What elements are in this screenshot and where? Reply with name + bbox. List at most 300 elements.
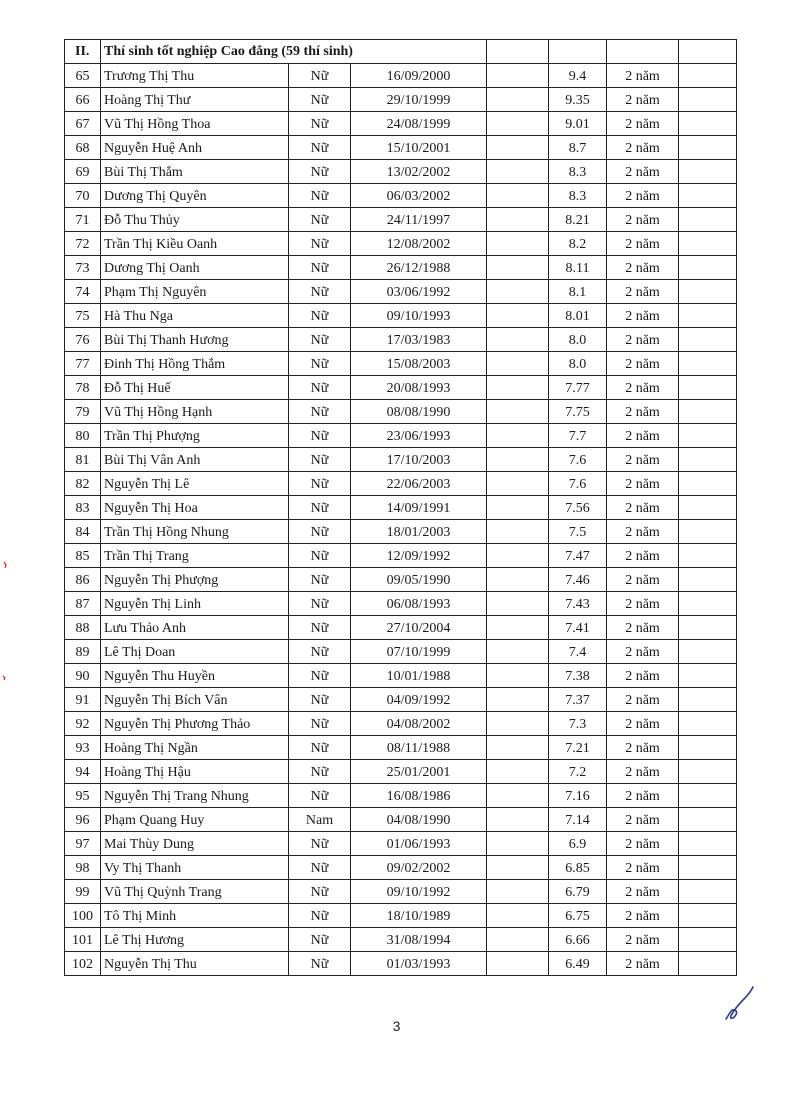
empty-cell [487,760,549,784]
candidate-name: Bùi Thị Vân Anh [101,448,289,472]
candidate-dob: 15/10/2001 [351,136,487,160]
empty-cell [487,328,549,352]
candidate-score: 7.4 [549,640,607,664]
empty-cell [487,448,549,472]
section-number: II. [65,40,101,64]
table-row [65,352,737,376]
candidate-dob: 07/10/1999 [351,640,487,664]
row-number: 90 [65,664,101,688]
candidate-name: Tô Thị Minh [101,904,289,928]
candidate-gender: Nữ [289,472,351,496]
table-row [65,832,737,856]
candidate-name: Trần Thị Trang [101,544,289,568]
training-duration: 2 năm [607,448,679,472]
candidate-gender: Nữ [289,136,351,160]
candidate-gender: Nữ [289,496,351,520]
table-row [65,400,737,424]
candidate-gender: Nữ [289,640,351,664]
empty-cell [679,328,737,352]
training-duration: 2 năm [607,952,679,976]
candidate-table [64,39,737,976]
candidate-dob: 08/11/1988 [351,736,487,760]
candidate-gender: Nữ [289,328,351,352]
empty-cell [679,472,737,496]
training-duration: 2 năm [607,808,679,832]
candidate-score: 7.7 [549,424,607,448]
empty-cell [679,256,737,280]
row-number: 100 [65,904,101,928]
candidate-gender: Nữ [289,376,351,400]
table-row [65,232,737,256]
candidate-dob: 14/09/1991 [351,496,487,520]
empty-cell [487,616,549,640]
training-duration: 2 năm [607,664,679,688]
candidate-score: 8.3 [549,184,607,208]
table-row [65,544,737,568]
candidate-name: Hoàng Thị Ngần [101,736,289,760]
training-duration: 2 năm [607,904,679,928]
table-row [65,928,737,952]
candidate-name: Nguyễn Thị Hoa [101,496,289,520]
candidate-name: Trương Thị Thu [101,64,289,88]
training-duration: 2 năm [607,496,679,520]
candidate-dob: 22/06/2003 [351,472,487,496]
candidate-dob: 23/06/1993 [351,424,487,448]
candidate-name: Hà Thu Nga [101,304,289,328]
table-row [65,304,737,328]
candidate-gender: Nữ [289,784,351,808]
empty-cell [487,688,549,712]
candidate-gender: Nữ [289,520,351,544]
candidate-name: Đinh Thị Hồng Thắm [101,352,289,376]
training-duration: 2 năm [607,880,679,904]
row-number: 75 [65,304,101,328]
candidate-gender: Nữ [289,256,351,280]
table-row [65,328,737,352]
training-duration: 2 năm [607,520,679,544]
candidate-gender: Nữ [289,856,351,880]
training-duration: 2 năm [607,760,679,784]
table-row [65,712,737,736]
training-duration: 2 năm [607,856,679,880]
row-number: 65 [65,64,101,88]
candidate-dob: 16/08/1986 [351,784,487,808]
training-duration: 2 năm [607,592,679,616]
empty-cell [487,256,549,280]
row-number: 89 [65,640,101,664]
training-duration: 2 năm [607,376,679,400]
candidate-dob: 13/02/2002 [351,160,487,184]
empty-cell [487,40,549,64]
training-duration: 2 năm [607,784,679,808]
table-row [65,112,737,136]
empty-cell [487,856,549,880]
candidate-dob: 04/08/1990 [351,808,487,832]
candidate-dob: 18/01/2003 [351,520,487,544]
candidate-gender: Nữ [289,760,351,784]
row-number: 79 [65,400,101,424]
training-duration: 2 năm [607,352,679,376]
empty-cell [487,424,549,448]
empty-cell [679,760,737,784]
empty-cell [679,856,737,880]
candidate-gender: Nữ [289,400,351,424]
candidate-score: 6.66 [549,928,607,952]
candidate-name: Đỗ Thu Thủy [101,208,289,232]
candidate-dob: 09/10/1993 [351,304,487,328]
candidate-score: 7.5 [549,520,607,544]
candidate-score: 7.6 [549,448,607,472]
training-duration: 2 năm [607,112,679,136]
empty-cell [487,880,549,904]
table-row [65,808,737,832]
candidate-score: 7.6 [549,472,607,496]
candidate-score: 8.2 [549,232,607,256]
row-number: 94 [65,760,101,784]
candidate-dob: 27/10/2004 [351,616,487,640]
table-row [65,904,737,928]
candidate-dob: 09/02/2002 [351,856,487,880]
row-number: 93 [65,736,101,760]
empty-cell [679,808,737,832]
candidate-score: 9.4 [549,64,607,88]
training-duration: 2 năm [607,88,679,112]
section-title: Thí sinh tốt nghiệp Cao đẳng (59 thí sinh) [101,40,487,64]
empty-cell [487,280,549,304]
empty-cell [679,304,737,328]
candidate-score: 8.0 [549,352,607,376]
empty-cell [487,664,549,688]
candidate-dob: 25/01/2001 [351,760,487,784]
row-number: 95 [65,784,101,808]
empty-cell [487,520,549,544]
training-duration: 2 năm [607,136,679,160]
candidate-dob: 18/10/1989 [351,904,487,928]
empty-cell [679,88,737,112]
empty-cell [679,904,737,928]
row-number: 85 [65,544,101,568]
training-duration: 2 năm [607,832,679,856]
candidate-gender: Nữ [289,688,351,712]
candidate-name: Bùi Thị Thắm [101,160,289,184]
candidate-score: 7.16 [549,784,607,808]
empty-cell [679,832,737,856]
candidate-gender: Nữ [289,952,351,976]
candidate-score: 7.75 [549,400,607,424]
training-duration: 2 năm [607,472,679,496]
candidate-gender: Nữ [289,352,351,376]
candidate-name: Lê Thị Doan [101,640,289,664]
candidate-gender: Nữ [289,208,351,232]
candidate-name: Nguyễn Thị Thu [101,952,289,976]
empty-cell [487,640,549,664]
row-number: 87 [65,592,101,616]
candidate-score: 6.75 [549,904,607,928]
candidate-gender: Nữ [289,544,351,568]
page-number: 3 [392,1018,401,1034]
row-number: 96 [65,808,101,832]
empty-cell [679,280,737,304]
candidate-gender: Nữ [289,448,351,472]
row-number: 97 [65,832,101,856]
table-row [65,880,737,904]
training-duration: 2 năm [607,208,679,232]
row-number: 98 [65,856,101,880]
candidate-score: 6.9 [549,832,607,856]
row-number: 88 [65,616,101,640]
candidate-name: Trần Thị Kiều Oanh [101,232,289,256]
candidate-gender: Nữ [289,736,351,760]
table-row [65,64,737,88]
candidate-gender: Nữ [289,568,351,592]
table-row [65,952,737,976]
empty-cell [679,736,737,760]
empty-cell [679,952,737,976]
candidate-name: Nguyễn Thu Huyền [101,664,289,688]
empty-cell [487,736,549,760]
candidate-score: 6.79 [549,880,607,904]
training-duration: 2 năm [607,256,679,280]
table-row [65,496,737,520]
candidate-name: Trần Thị Hồng Nhung [101,520,289,544]
candidate-gender: Nữ [289,880,351,904]
candidate-gender: Nữ [289,184,351,208]
candidate-score: 8.01 [549,304,607,328]
candidate-score: 9.01 [549,112,607,136]
table-row [65,88,737,112]
empty-cell [487,112,549,136]
training-duration: 2 năm [607,424,679,448]
candidate-score: 9.35 [549,88,607,112]
candidate-name: Vũ Thị Hồng Hạnh [101,400,289,424]
candidate-dob: 04/09/1992 [351,688,487,712]
candidate-score: 7.56 [549,496,607,520]
candidate-dob: 20/08/1993 [351,376,487,400]
candidate-dob: 15/08/2003 [351,352,487,376]
empty-cell [487,64,549,88]
table-row [65,472,737,496]
candidate-name: Vy Thị Thanh [101,856,289,880]
candidate-name: Nguyễn Thị Lê [101,472,289,496]
candidate-dob: 12/09/1992 [351,544,487,568]
candidate-score: 8.1 [549,280,607,304]
candidate-name: Hoàng Thị Hậu [101,760,289,784]
empty-cell [607,40,679,64]
empty-cell [487,928,549,952]
empty-cell [679,928,737,952]
candidate-name: Nguyễn Thị Linh [101,592,289,616]
candidate-score: 7.43 [549,592,607,616]
empty-cell [487,832,549,856]
empty-cell [487,400,549,424]
candidate-gender: Nữ [289,616,351,640]
empty-cell [679,208,737,232]
empty-cell [679,712,737,736]
candidate-gender: Nữ [289,832,351,856]
candidate-gender: Nữ [289,424,351,448]
row-number: 67 [65,112,101,136]
empty-cell [679,448,737,472]
row-number: 68 [65,136,101,160]
candidate-name: Dương Thị Oanh [101,256,289,280]
candidate-dob: 08/08/1990 [351,400,487,424]
candidate-dob: 06/08/1993 [351,592,487,616]
candidate-score: 7.21 [549,736,607,760]
table-row [65,856,737,880]
row-number: 73 [65,256,101,280]
candidate-gender: Nữ [289,232,351,256]
candidate-score: 7.37 [549,688,607,712]
candidate-name: Bùi Thị Thanh Hương [101,328,289,352]
row-number: 74 [65,280,101,304]
table-row [65,688,737,712]
candidate-score: 6.49 [549,952,607,976]
candidate-name: Nguyễn Thị Phượng [101,568,289,592]
candidate-dob: 24/08/1999 [351,112,487,136]
candidate-score: 8.0 [549,328,607,352]
candidate-dob: 03/06/1992 [351,280,487,304]
empty-cell [679,160,737,184]
candidate-gender: Nữ [289,304,351,328]
candidate-score: 7.46 [549,568,607,592]
empty-cell [487,304,549,328]
training-duration: 2 năm [607,736,679,760]
candidate-score: 8.21 [549,208,607,232]
table-row [65,256,737,280]
empty-cell [487,232,549,256]
candidate-gender: Nữ [289,664,351,688]
candidate-score: 7.3 [549,712,607,736]
candidate-name: Nguyễn Thị Trang Nhung [101,784,289,808]
candidate-name: Phạm Thị Nguyên [101,280,289,304]
candidate-name: Nguyễn Thị Bích Vân [101,688,289,712]
empty-cell [679,496,737,520]
row-number: 92 [65,712,101,736]
empty-cell [487,592,549,616]
row-number: 86 [65,568,101,592]
empty-cell [487,208,549,232]
training-duration: 2 năm [607,400,679,424]
row-number: 83 [65,496,101,520]
table-row [65,160,737,184]
training-duration: 2 năm [607,544,679,568]
candidate-score: 8.7 [549,136,607,160]
training-duration: 2 năm [607,712,679,736]
training-duration: 2 năm [607,304,679,328]
candidate-gender: Nữ [289,904,351,928]
empty-cell [487,376,549,400]
row-number: 80 [65,424,101,448]
candidate-name: Lê Thị Hương [101,928,289,952]
row-number: 91 [65,688,101,712]
candidate-dob: 09/10/1992 [351,880,487,904]
table-row [65,784,737,808]
row-number: 76 [65,328,101,352]
row-number: 78 [65,376,101,400]
candidate-gender: Nữ [289,928,351,952]
table-row [65,736,737,760]
candidate-name: Vũ Thị Hồng Thoa [101,112,289,136]
candidate-name: Dương Thị Quyên [101,184,289,208]
empty-cell [679,520,737,544]
candidate-dob: 17/03/1983 [351,328,487,352]
table-row [65,448,737,472]
candidate-dob: 17/10/2003 [351,448,487,472]
empty-cell [679,880,737,904]
table-row [65,640,737,664]
candidate-name: Trần Thị Phượng [101,424,289,448]
candidate-gender: Nữ [289,160,351,184]
empty-cell [487,952,549,976]
row-number: 84 [65,520,101,544]
candidate-name: Phạm Quang Huy [101,808,289,832]
empty-cell [487,784,549,808]
training-duration: 2 năm [607,688,679,712]
candidate-score: 6.85 [549,856,607,880]
empty-cell [487,472,549,496]
empty-cell [487,136,549,160]
margin-mark [3,556,8,564]
section-header-row [65,40,737,64]
candidate-score: 7.2 [549,760,607,784]
candidate-score: 7.38 [549,664,607,688]
candidate-score: 8.11 [549,256,607,280]
training-duration: 2 năm [607,64,679,88]
row-number: 81 [65,448,101,472]
empty-cell [679,688,737,712]
empty-cell [679,376,737,400]
row-number: 82 [65,472,101,496]
table-row [65,424,737,448]
candidate-name: Mai Thùy Dung [101,832,289,856]
candidate-dob: 04/08/2002 [351,712,487,736]
candidate-name: Vũ Thị Quỳnh Trang [101,880,289,904]
candidate-name: Đỗ Thị Huế [101,376,289,400]
signature-icon [722,985,756,1025]
empty-cell [679,136,737,160]
table-row [65,760,737,784]
row-number: 102 [65,952,101,976]
candidate-gender: Nữ [289,64,351,88]
candidate-score: 7.47 [549,544,607,568]
table-row [65,376,737,400]
candidate-gender: Nữ [289,88,351,112]
empty-cell [679,592,737,616]
empty-cell [487,88,549,112]
candidate-dob: 24/11/1997 [351,208,487,232]
row-number: 72 [65,232,101,256]
candidate-score: 7.41 [549,616,607,640]
candidate-dob: 26/12/1988 [351,256,487,280]
candidate-dob: 09/05/1990 [351,568,487,592]
empty-cell [487,904,549,928]
training-duration: 2 năm [607,232,679,256]
table-row [65,184,737,208]
empty-cell [679,352,737,376]
empty-cell [679,784,737,808]
training-duration: 2 năm [607,328,679,352]
candidate-dob: 06/03/2002 [351,184,487,208]
table-row [65,520,737,544]
empty-cell [487,160,549,184]
candidate-name: Nguyễn Huệ Anh [101,136,289,160]
empty-cell [487,808,549,832]
candidate-dob: 12/08/2002 [351,232,487,256]
training-duration: 2 năm [607,640,679,664]
empty-cell [679,568,737,592]
candidate-dob: 10/01/1988 [351,664,487,688]
table-row [65,136,737,160]
